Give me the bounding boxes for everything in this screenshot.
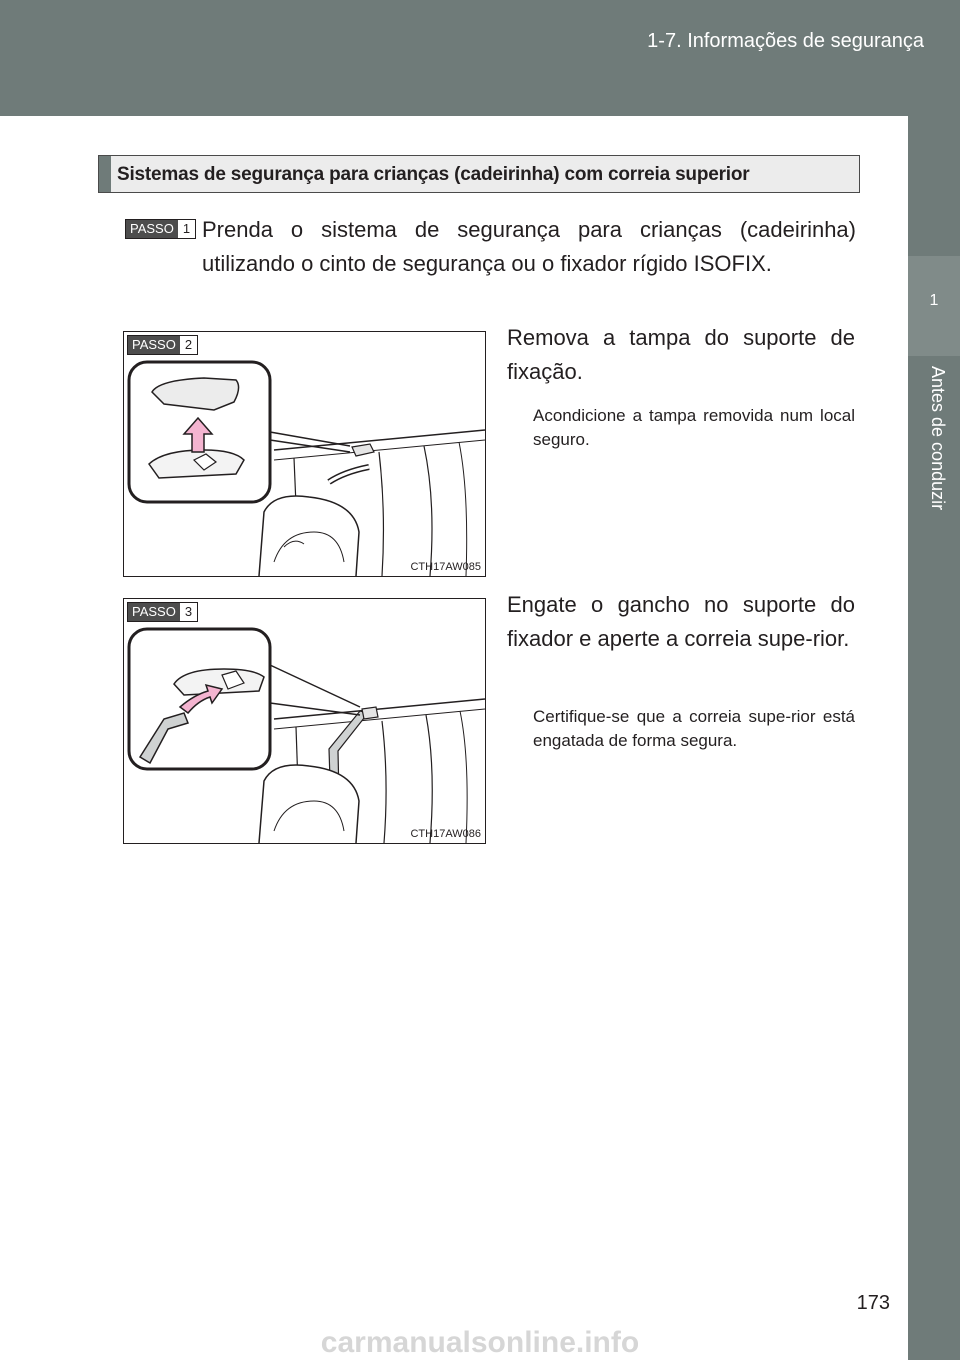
watermark: carmanualsonline.info bbox=[320, 1326, 640, 1359]
step-3-badge-number: 3 bbox=[184, 604, 193, 619]
page-number: 173 bbox=[856, 1292, 890, 1314]
step-3-figure-code: CTH17AW086 bbox=[410, 828, 481, 840]
step-3-note: Certifique-se que a correia supe-rior está engatada de forma segura. bbox=[533, 707, 855, 750]
section-heading-bar bbox=[98, 155, 860, 193]
step-2-figure bbox=[123, 331, 486, 577]
step-1-text: Prenda o sistema de segurança para crianças (cadeirinha) utilizando o cinto de segurança ou o fixador rígido ISOFIX. bbox=[202, 217, 856, 276]
step-3-badge-word: PASSO bbox=[128, 603, 180, 621]
step-1-badge-number: 1 bbox=[182, 221, 191, 236]
step-2-badge-number: 2 bbox=[184, 337, 193, 352]
step-3-text: Engate o gancho no suporte do fixador e aperte a correia supe-rior. bbox=[507, 592, 855, 651]
step-1-badge bbox=[125, 219, 196, 239]
step-3-illustration bbox=[124, 599, 485, 843]
step-1-badge-word: PASSO bbox=[126, 220, 178, 238]
step-3-badge bbox=[127, 602, 198, 622]
side-tab-number: 1 bbox=[929, 292, 939, 309]
chapter-title: 1-7. Informações de segurança bbox=[647, 30, 924, 52]
step-2-note: Acondicione a tampa removida num local seguro. bbox=[533, 406, 855, 449]
side-tab-label: Antes de conduzir bbox=[928, 366, 948, 511]
step-2-badge bbox=[127, 335, 198, 355]
step-3-figure bbox=[123, 598, 486, 844]
step-2-figure-code: CTH17AW085 bbox=[410, 561, 481, 573]
step-2-illustration bbox=[124, 332, 485, 576]
section-title: Sistemas de segurança para crianças (cadeirinha) com correia superior bbox=[117, 164, 750, 185]
header-band bbox=[0, 0, 960, 116]
step-2-text: Remova a tampa do suporte de fixação. bbox=[507, 325, 855, 384]
section-heading-accent bbox=[99, 156, 111, 192]
step-2-badge-word: PASSO bbox=[128, 336, 180, 354]
